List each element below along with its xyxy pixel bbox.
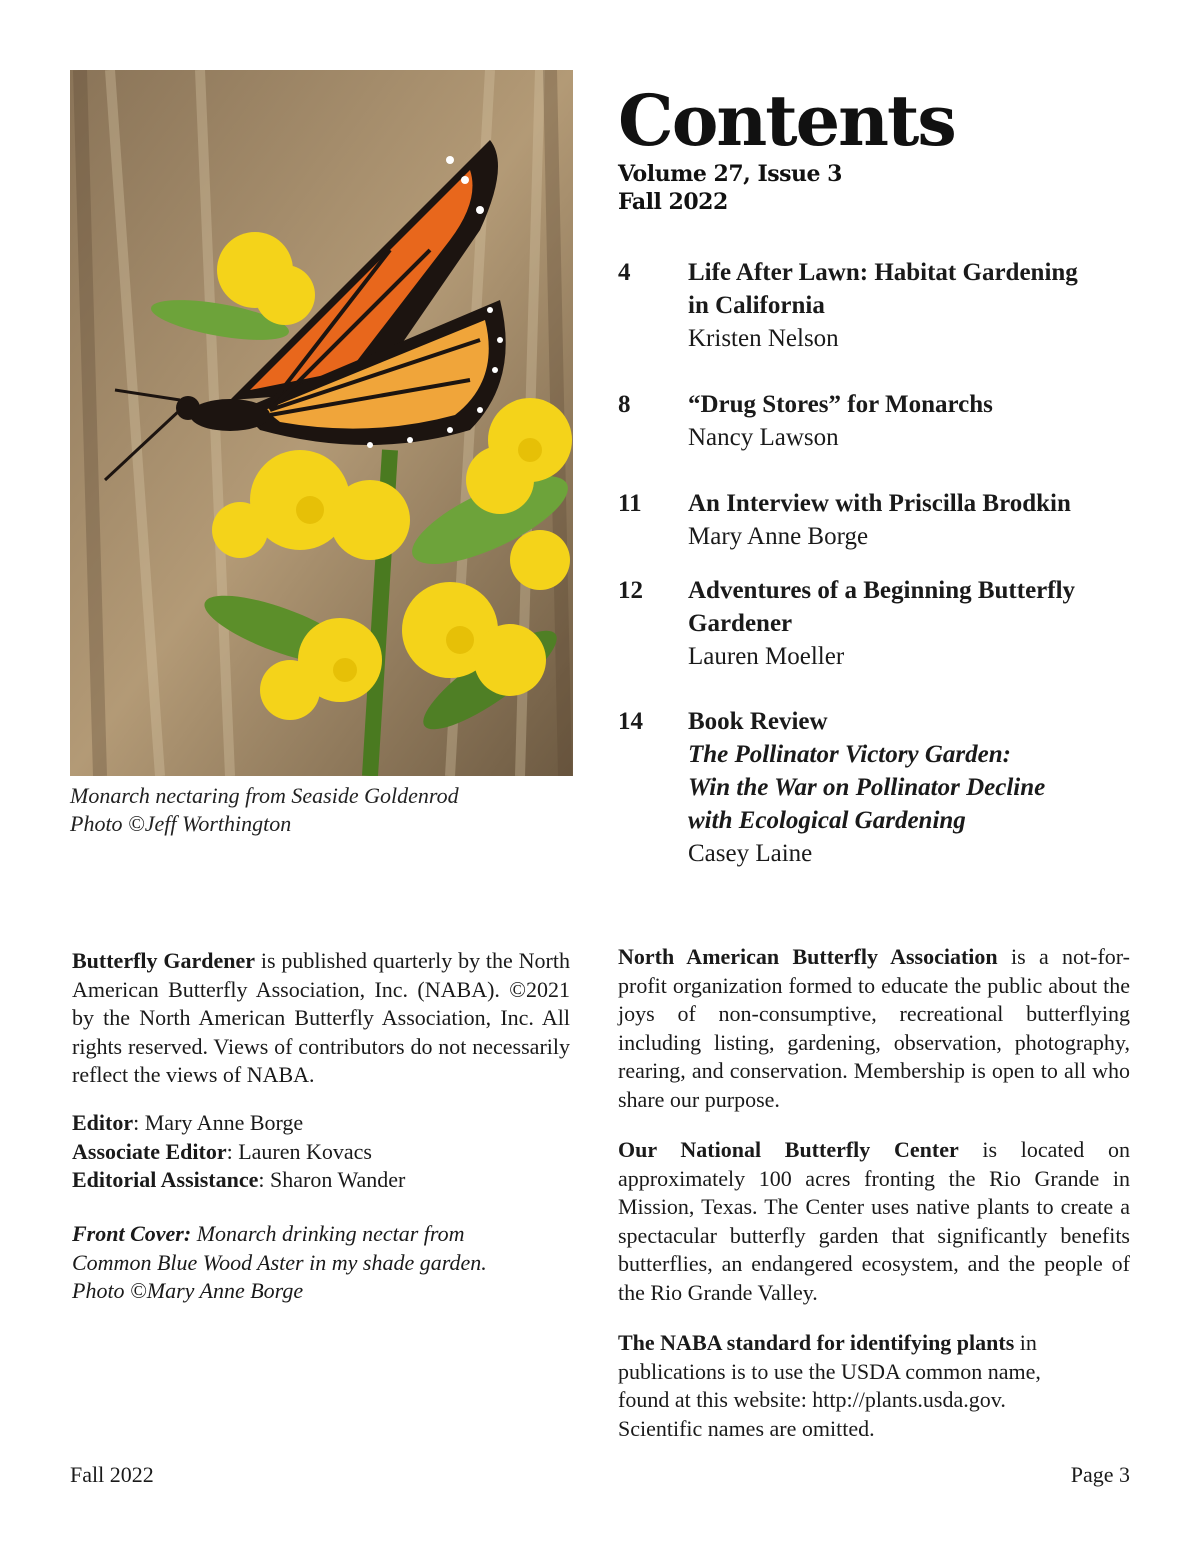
- caption-credit: Photo ©Jeff Worthington: [70, 811, 292, 836]
- standard-text: found at this website: http://plants.usda.gov.: [618, 1387, 1006, 1412]
- toc-title: Book Review: [688, 708, 828, 735]
- toc-page-number: 8: [618, 391, 631, 418]
- plant-standard-note: [618, 1329, 1130, 1443]
- toc-subtitle: with Ecological Gardening: [688, 807, 966, 834]
- monarch-photo: [70, 70, 573, 776]
- toc-author: Lauren Moeller: [688, 643, 845, 670]
- toc-page-number: 12: [618, 577, 643, 604]
- standard-text: Scientific names are omitted.: [618, 1415, 875, 1441]
- toc-page-number: 4: [618, 259, 631, 286]
- front-cover-credit: Photo ©Mary Anne Borge: [72, 1278, 304, 1303]
- issue-season: Fall 2022: [618, 189, 728, 215]
- volume-issue: Volume 27, Issue 3: [618, 161, 842, 187]
- staff-row: [72, 1138, 570, 1167]
- front-cover-label: Front Cover:: [72, 1221, 192, 1246]
- standard-name: The NABA standard for identifying plants: [618, 1330, 1015, 1355]
- toc-title: An Interview with Priscilla Brodkin: [688, 490, 1071, 517]
- page-number: Page 3: [1070, 1462, 1130, 1487]
- naba-text: is a not-for-profit organization formed to educate the public about the joys of non-consumptive, recreational butterflying including listing, gardening, observation, photography, rearing, and conservation. Membership is open to all who share our purpose.: [618, 944, 1130, 1112]
- front-cover-note: [72, 1220, 570, 1306]
- staff-row: [72, 1166, 570, 1195]
- staff-list: [72, 1109, 570, 1195]
- toc-title: Adventures of a Beginning Butterfly: [688, 577, 1076, 604]
- staff-row: [72, 1109, 570, 1138]
- center-text: is located on approximately 100 acres fronting the Rio Grande in Mission, Texas. The Center uses native plants to create a spectacular butterfly garden that significantly benefits butterflies, an endangered ecosystem, and the people of the Rio Grande Valley.: [618, 1137, 1130, 1305]
- standard-text: in: [1014, 1330, 1037, 1355]
- toc-subtitle: The Pollinator Victory Garden:: [688, 741, 1011, 768]
- publication-info: [72, 947, 570, 1090]
- staff-role: Associate Editor: [72, 1138, 227, 1164]
- staff-name: : Sharon Wander: [258, 1167, 406, 1192]
- front-cover-text: Common Blue Wood Aster in my shade garden.: [72, 1249, 487, 1275]
- toc-title: Life After Lawn: Habitat Gardening: [688, 259, 1078, 286]
- toc-author: Casey Laine: [688, 840, 813, 867]
- center-info: [618, 1136, 1130, 1307]
- toc-author: Mary Anne Borge: [688, 523, 869, 550]
- center-name: Our National Butterfly Center: [618, 1137, 959, 1162]
- front-cover-text: Monarch drinking nectar from: [191, 1221, 465, 1246]
- toc-author: Nancy Lawson: [688, 424, 839, 451]
- toc-title: Gardener: [688, 610, 793, 637]
- staff-role: Editorial Assistance: [72, 1167, 259, 1192]
- toc-page-number: 11: [618, 490, 642, 517]
- photo-caption: [70, 782, 459, 838]
- publication-name: Butterfly Gardener: [72, 948, 256, 973]
- naba-name: North American Butterfly Association: [618, 944, 998, 969]
- toc-page-number: 14: [618, 708, 643, 735]
- standard-text: publications is to use the USDA common name,: [618, 1358, 1041, 1384]
- footer-issue: Fall 2022: [70, 1462, 154, 1487]
- staff-role: Editor: [72, 1110, 134, 1135]
- caption-line: Monarch nectaring from Seaside Goldenrod: [70, 783, 459, 808]
- toc-title: in California: [688, 292, 825, 319]
- page-title: Contents: [618, 79, 955, 162]
- toc-title: “Drug Stores” for Monarchs: [688, 391, 993, 418]
- toc-subtitle: Win the War on Pollinator Decline: [688, 774, 1046, 801]
- publication-text: is published quarterly by the North American Butterfly Association, Inc. (NABA). ©2021 by the North American Butterfly Association, Inc. All rights reserved. Views of contributors do not necessarily reflect the views of NABA.: [72, 948, 570, 1087]
- toc-author: Kristen Nelson: [688, 325, 839, 352]
- staff-name: : Lauren Kovacs: [226, 1138, 372, 1164]
- naba-info: [618, 943, 1130, 1114]
- staff-name: : Mary Anne Borge: [133, 1110, 304, 1135]
